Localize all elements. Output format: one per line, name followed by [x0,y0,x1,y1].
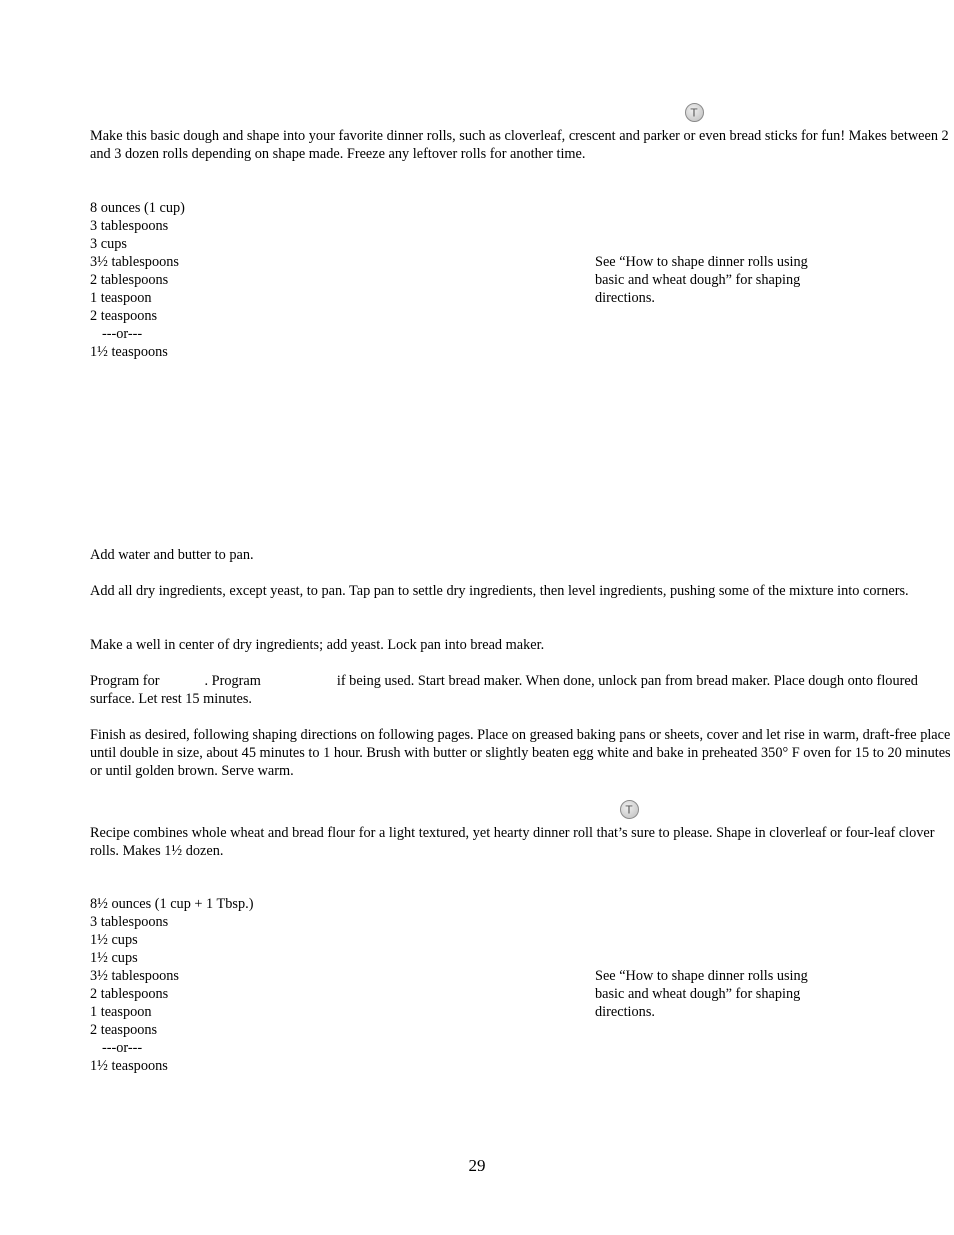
ingredient-amount: 1½ cups [90,950,138,966]
ingredient-amount: 1½ teaspoons [90,344,168,360]
ingredient-amount: 3½ tablespoons [90,968,179,984]
ingredient-amount: 2 tablespoons [90,986,169,1002]
ingredient-amount: 2 teaspoons [90,308,158,324]
ingredient-amount: 1½ teaspoons [90,1058,168,1074]
recipe1-step-5: Finish as desired, following shaping directions on following pages. Place on greased baking pans or sheets, cover and let rise in warm, draft-free place until double in size, about 45 minutes to 1 hour. Brush with butter or slightly beaten egg white and bake in preheated 350° F oven for 15 to 20 minutes or until golden brown. Serve warm. [90,727,951,779]
recipe1-step-3: Make a well in center of dry ingredients; add yeast. Lock pan into bread maker. [90,637,545,653]
step4-part-a: Program for [90,673,160,689]
ingredient-amount: 2 tablespoons [90,272,169,288]
page-number: 29 [468,1156,486,1175]
t-circle-icon [685,103,704,122]
svg-text:T: T [690,106,698,120]
ingredient-amount: 3 tablespoons [90,914,169,930]
step4-part-b: . Program [204,673,261,689]
ingredient-or-separator: ---or--- [102,1040,143,1056]
ingredient-amount: 1½ cups [90,932,138,948]
recipe1-shaping-note: See “How to shape dinner rolls using basic and wheat dough” for shaping directions. [595,254,808,306]
recipe1-ingredient-list [90,199,185,361]
step4-part-c: if being used. Start bread maker. When done, unlock pan from bread maker. Place dough onto floured surface. Let rest 15 minutes. [90,673,918,707]
recipe1-step-1: Add water and butter to pan. [90,547,254,563]
ingredient-amount: 1 teaspoon [90,1004,152,1020]
ingredient-amount: 2 teaspoons [90,1022,158,1038]
recipe2-ingredient-list [90,895,253,1075]
ingredient-amount: 3½ tablespoons [90,254,179,270]
ingredient-amount: 1 teaspoon [90,290,152,306]
recipe1-intro: Make this basic dough and shape into your favorite dinner rolls, such as cloverleaf, crescent and parker or even bread sticks for fun! Makes between 2 and 3 dozen rolls depending on shape made. Freeze any leftover rolls for another time. [90,128,949,162]
recipe2-intro: Recipe combines whole wheat and bread flour for a light textured, yet hearty dinner roll that’s sure to please. Shape in cloverleaf or four-leaf clover rolls. Makes 1½ dozen. [90,825,935,859]
ingredient-or-separator: ---or--- [102,326,143,342]
svg-text:T: T [625,803,633,817]
ingredient-amount: 8 ounces (1 cup) [90,200,185,216]
recipe1-step-2: Add all dry ingredients, except yeast, to pan. Tap pan to settle dry ingredients, then level ingredients, pushing some of the mixture into corners. [90,583,909,599]
recipe1-step-4 [90,672,952,708]
ingredient-amount: 3 cups [90,236,127,252]
ingredient-amount: 3 tablespoons [90,218,169,234]
ingredient-amount: 8½ ounces (1 cup + 1 Tbsp.) [90,896,254,912]
t-circle-icon [620,800,639,819]
recipe2-shaping-note: See “How to shape dinner rolls using basic and wheat dough” for shaping directions. [595,968,808,1020]
